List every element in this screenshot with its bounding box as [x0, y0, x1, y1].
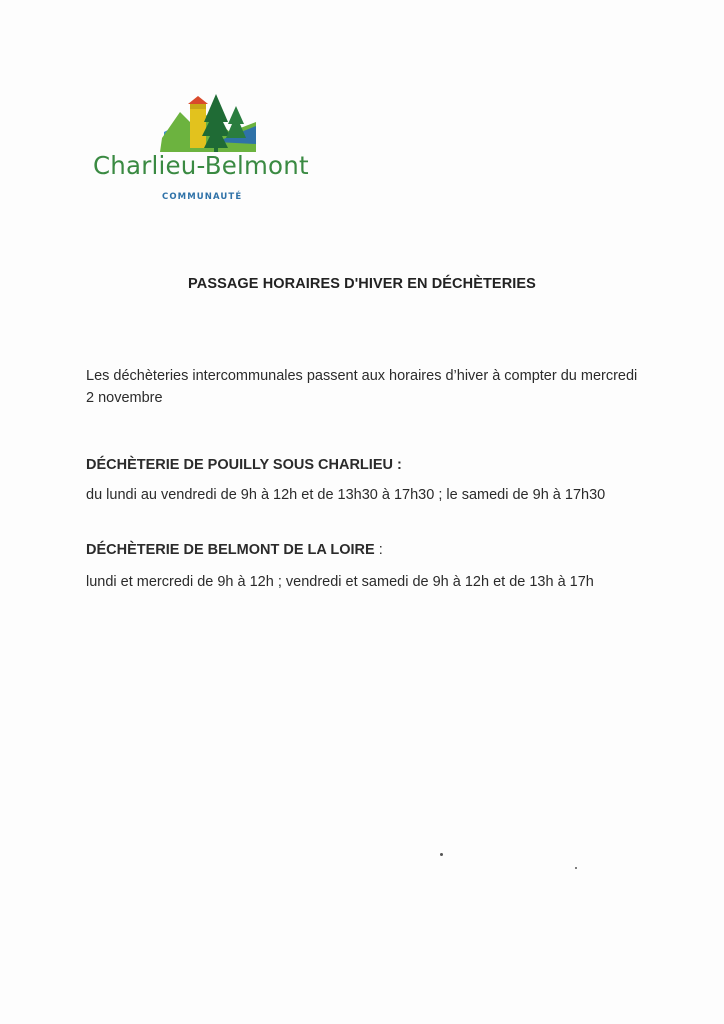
site-heading-pouilly: DÉCHÈTERIE DE POUILLY SOUS CHARLIEU : — [86, 457, 402, 473]
site-heading-belmont — [86, 539, 646, 561]
site-hours-belmont: lundi et mercredi de 9h à 12h ; vendredi et samedi de 9h à 12h et de 13h à 17h — [86, 574, 594, 590]
logo-name: Charlieu-Belmont — [93, 151, 309, 180]
charlieu-belmont-logo — [88, 92, 328, 212]
scan-speck — [575, 867, 577, 869]
logo-emblem-icon — [160, 92, 256, 152]
scan-speck — [440, 853, 443, 856]
site-heading-belmont-name: DÉCHÈTERIE DE BELMONT DE LA LOIRE — [86, 542, 375, 558]
document-title: PASSAGE HORAIRES D'HIVER EN DÉCHÈTERIES — [188, 276, 536, 292]
logo-subtitle: COMMUNAUTÉ — [162, 192, 243, 202]
site-heading-belmont-colon: : — [374, 542, 383, 558]
site-hours-pouilly: du lundi au vendredi de 9h à 12h et de 13h30 à 17h30 ; le samedi de 9h à 17h30 — [86, 487, 606, 503]
intro-paragraph: Les déchèteries intercommunales passent aux horaires d’hiver à compter du mercredi 2 novembre — [86, 368, 638, 406]
